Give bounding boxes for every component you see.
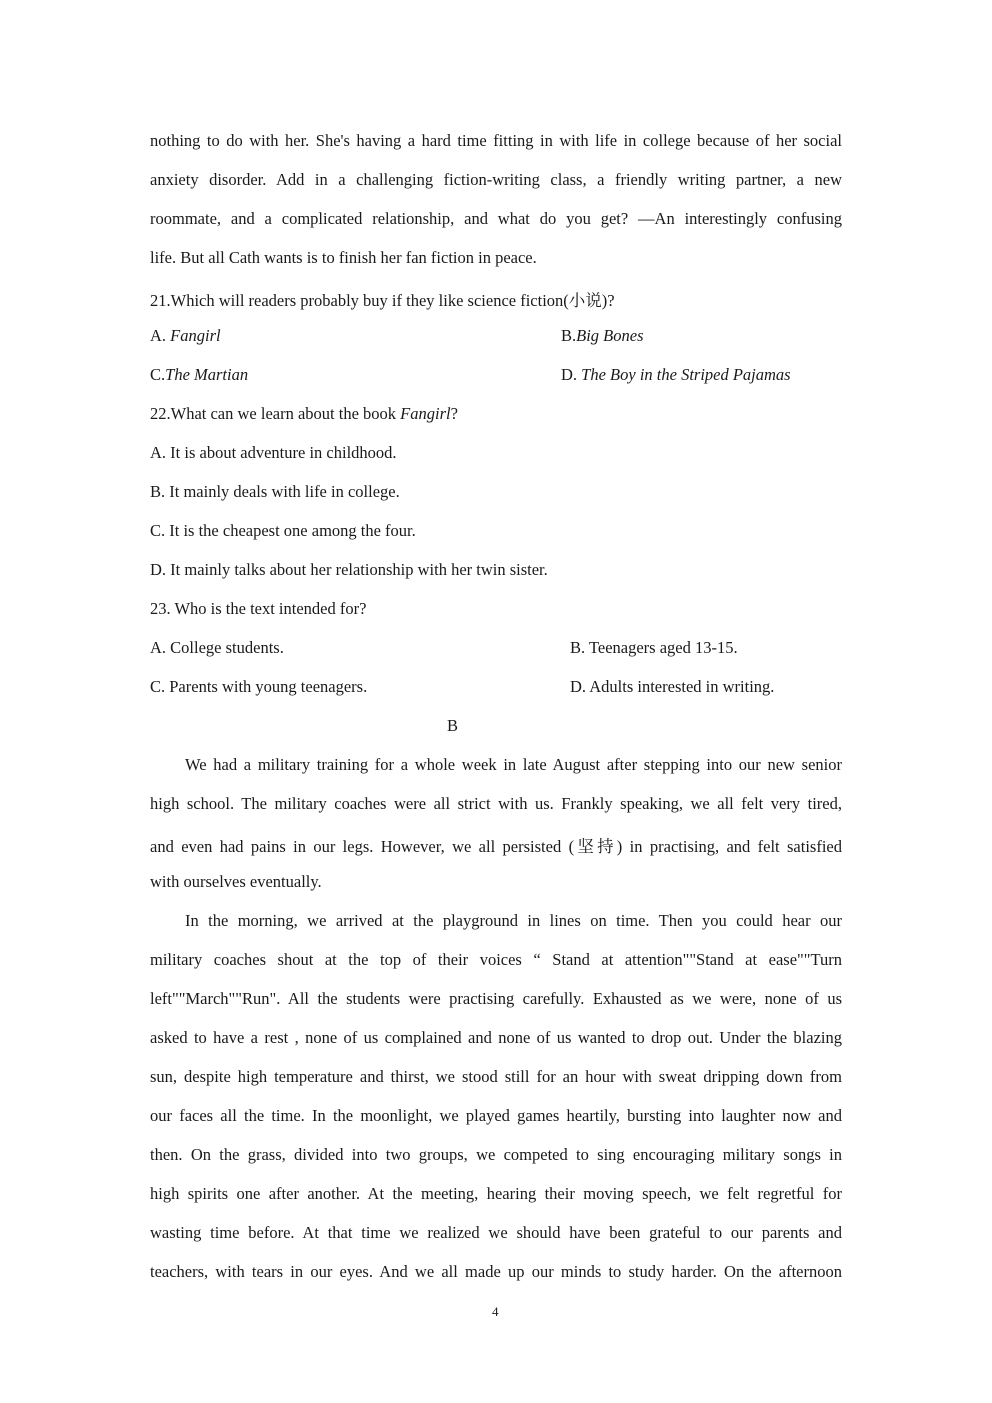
passage-b-p2-line-6: our faces all the time. In the moonlight, we played games heartily, bursting into laughter now and bbox=[150, 1106, 842, 1125]
stem-text: 22.What can we learn about the book bbox=[150, 404, 401, 423]
book-title: Fangirl bbox=[400, 404, 451, 423]
passage-b-p1-line-3: and even had pains in our legs. However, we all persisted (坚持) in practising, and felt satisfied bbox=[150, 837, 842, 856]
passage-b-p1-line-1: We had a military training for a whole week in late August after stepping into our new senior bbox=[185, 755, 842, 774]
book-title: Fangirl bbox=[170, 326, 221, 345]
passage-a-line-2: anxiety disorder. Add in a challenging fiction-writing class, a friendly writing partner, a new bbox=[150, 170, 842, 189]
question-21-option-b bbox=[561, 326, 644, 346]
passage-b-p2-line-4: asked to have a rest , none of us complained and none of us wanted to drop out. Under the blazing bbox=[150, 1028, 842, 1047]
question-21-option-d bbox=[561, 365, 791, 385]
passage-b-p2-line-3: left""March""Run". All the students were practising carefully. Exhausted as we were, none of us bbox=[150, 989, 842, 1008]
passage-b-p2-line-9: wasting time before. At that time we realized we should have been grateful to our parents and bbox=[150, 1223, 842, 1242]
option-prefix: D. bbox=[561, 365, 582, 384]
question-22-option-b: B. It mainly deals with life in college. bbox=[150, 482, 400, 501]
question-23-option-a: A. College students. bbox=[150, 638, 284, 657]
section-b-heading: B bbox=[447, 716, 459, 735]
stem-end: ? bbox=[450, 404, 458, 423]
passage-b-p2-line-10: teachers, with tears in our eyes. And we all made up our minds to study harder. On the afternoon bbox=[150, 1262, 842, 1281]
passage-a-line-3: roommate, and a complicated relationship, and what do you get? —An interestingly confusing bbox=[150, 209, 842, 228]
question-23-option-b: B. Teenagers aged 13-15. bbox=[570, 638, 738, 657]
question-22-stem bbox=[150, 404, 458, 424]
passage-b-p2-line-8: high spirits one after another. At the meeting, hearing their moving speech, we felt regretful for bbox=[150, 1184, 842, 1203]
question-22-option-d: D. It mainly talks about her relationship with her twin sister. bbox=[150, 560, 548, 579]
option-prefix: A. bbox=[150, 326, 171, 345]
option-prefix: B. bbox=[561, 326, 577, 345]
passage-a-line-1: nothing to do with her. She's having a hard time fitting in with life in college because of her social bbox=[150, 131, 842, 150]
question-21-stem: 21.Which will readers probably buy if they like science fiction(小说)? bbox=[150, 291, 615, 310]
book-title: The Boy in the Striped Pajamas bbox=[581, 365, 791, 384]
question-22-option-c: C. It is the cheapest one among the four. bbox=[150, 521, 416, 540]
passage-b-p2-line-1: In the morning, we arrived at the playground in lines on time. Then you could hear our bbox=[185, 911, 842, 930]
question-23-option-d: D. Adults interested in writing. bbox=[570, 677, 775, 696]
book-title: The Martian bbox=[165, 365, 249, 384]
passage-b-p2-line-7: then. On the grass, divided into two groups, we competed to sing encouraging military songs in bbox=[150, 1145, 842, 1164]
question-21-option-c bbox=[150, 365, 248, 385]
passage-b-p1-line-2: high school. The military coaches were all strict with us. Frankly speaking, we all felt very tired, bbox=[150, 794, 842, 813]
page-number: 4 bbox=[492, 1304, 499, 1319]
question-21-option-a bbox=[150, 326, 221, 346]
question-23-option-c: C. Parents with young teenagers. bbox=[150, 677, 368, 696]
question-23-stem: 23. Who is the text intended for? bbox=[150, 599, 367, 618]
option-prefix: C. bbox=[150, 365, 166, 384]
passage-b-p2-line-2: military coaches shout at the top of their voices “ Stand at attention""Stand at ease""Turn bbox=[150, 950, 842, 969]
book-title: Big Bones bbox=[576, 326, 644, 345]
passage-a-line-4: life. But all Cath wants is to finish her fan fiction in peace. bbox=[150, 248, 537, 267]
passage-b-p1-line-4: with ourselves eventually. bbox=[150, 872, 322, 891]
passage-b-p2-line-5: sun, despite high temperature and thirst, we stood still for an hour with sweat dripping down from bbox=[150, 1067, 842, 1086]
question-22-option-a: A. It is about adventure in childhood. bbox=[150, 443, 397, 462]
